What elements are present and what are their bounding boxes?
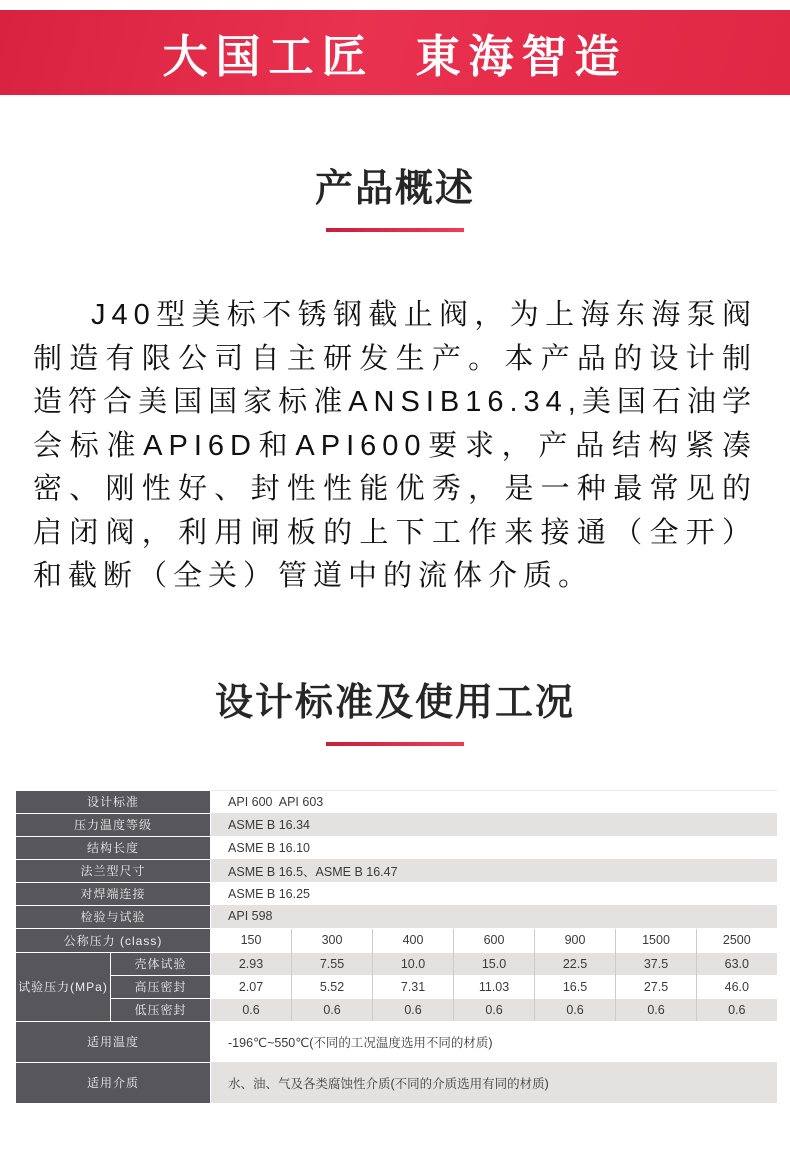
class-value: 300 xyxy=(292,928,373,952)
cell-value: 22.5 xyxy=(535,952,616,975)
cell-value: 0.6 xyxy=(535,998,616,1021)
row-label: 高压密封 xyxy=(111,975,211,998)
low-pressure-seal-row xyxy=(16,998,777,1021)
cell-value: 7.31 xyxy=(373,975,454,998)
row-label: 检验与试验 xyxy=(16,905,211,928)
cell-value: 2.07 xyxy=(211,975,292,998)
table-row xyxy=(16,790,777,813)
row-label: 结构长度 xyxy=(16,836,211,859)
pressure-group-label: 试验压力(MPa) xyxy=(16,952,111,1021)
cell-value: 5.52 xyxy=(292,975,373,998)
cell-value: 11.03 xyxy=(454,975,535,998)
class-value: 150 xyxy=(211,928,292,952)
row-value: API 598 xyxy=(211,905,777,928)
class-value: 2500 xyxy=(697,928,777,952)
cell-value: 0.6 xyxy=(373,998,454,1021)
row-value: -196℃~550℃(不同的工况温度选用不同的材质) xyxy=(211,1021,777,1062)
brand-banner-text: 大国工匠 東海智造 xyxy=(162,31,628,82)
overview-section xyxy=(0,165,790,232)
pressure-class-row xyxy=(16,928,777,952)
cell-value: 0.6 xyxy=(211,998,292,1021)
table-row xyxy=(16,813,777,836)
row-value: ASME B 16.5、ASME B 16.47 xyxy=(211,859,777,882)
specs-title-underline xyxy=(326,742,464,746)
row-value: ASME B 16.25 xyxy=(211,882,777,905)
row-label: 壳体试验 xyxy=(111,952,211,975)
row-label: 压力温度等级 xyxy=(16,813,211,836)
class-value: 900 xyxy=(535,928,616,952)
specs-title: 设计标准及使用工况 xyxy=(214,681,575,724)
row-value: API 600 API 603 xyxy=(211,790,777,813)
class-value: 600 xyxy=(454,928,535,952)
cell-value: 0.6 xyxy=(292,998,373,1021)
cell-value: 0.6 xyxy=(697,998,777,1021)
row-label: 对焊端连接 xyxy=(16,882,211,905)
shell-test-row xyxy=(16,952,777,975)
class-value: 1500 xyxy=(616,928,697,952)
overview-paragraph: J40型美标不锈钢截止阀，为上海东海泵阀制造有限公司自主研发生产。本产品的设计制造符合美国国家标准ANSIB16.34,美国石油学会标准API6D和API600要求，产品结构紧凑密、刚性好、封性性能优秀，是一种最常见的启闭阀，利用闸板的上下工作来接通（全开）和截断（全关）管道中的流体介质。 xyxy=(33,299,757,592)
row-label: 公称压力 (class) xyxy=(16,928,211,952)
row-value: ASME B 16.34 xyxy=(211,813,777,836)
cell-value: 27.5 xyxy=(616,975,697,998)
class-value: 400 xyxy=(373,928,454,952)
specs-table xyxy=(15,790,777,1104)
cell-value: 15.0 xyxy=(454,952,535,975)
brand-banner xyxy=(0,10,790,95)
table-row xyxy=(16,882,777,905)
row-label: 适用温度 xyxy=(16,1021,211,1062)
media-row xyxy=(16,1062,777,1103)
cell-value: 37.5 xyxy=(616,952,697,975)
cell-value: 10.0 xyxy=(373,952,454,975)
table-row xyxy=(16,836,777,859)
cell-value: 7.55 xyxy=(292,952,373,975)
row-label: 适用介质 xyxy=(16,1062,211,1103)
cell-value: 2.93 xyxy=(211,952,292,975)
cell-value: 16.5 xyxy=(535,975,616,998)
table-row xyxy=(16,905,777,928)
row-value: ASME B 16.10 xyxy=(211,836,777,859)
temperature-row xyxy=(16,1021,777,1062)
row-value: 水、油、气及各类腐蚀性介质(不同的介质选用有同的材质) xyxy=(211,1062,777,1103)
row-label: 低压密封 xyxy=(111,998,211,1021)
high-pressure-seal-row xyxy=(16,975,777,998)
row-label: 法兰型尺寸 xyxy=(16,859,211,882)
overview-title-underline xyxy=(326,228,464,232)
cell-value: 46.0 xyxy=(697,975,777,998)
table-row xyxy=(16,859,777,882)
cell-value: 0.6 xyxy=(454,998,535,1021)
cell-value: 63.0 xyxy=(697,952,777,975)
row-label: 设计标准 xyxy=(16,790,211,813)
cell-value: 0.6 xyxy=(616,998,697,1021)
overview-title: 产品概述 xyxy=(314,168,475,210)
specs-section xyxy=(0,679,790,746)
